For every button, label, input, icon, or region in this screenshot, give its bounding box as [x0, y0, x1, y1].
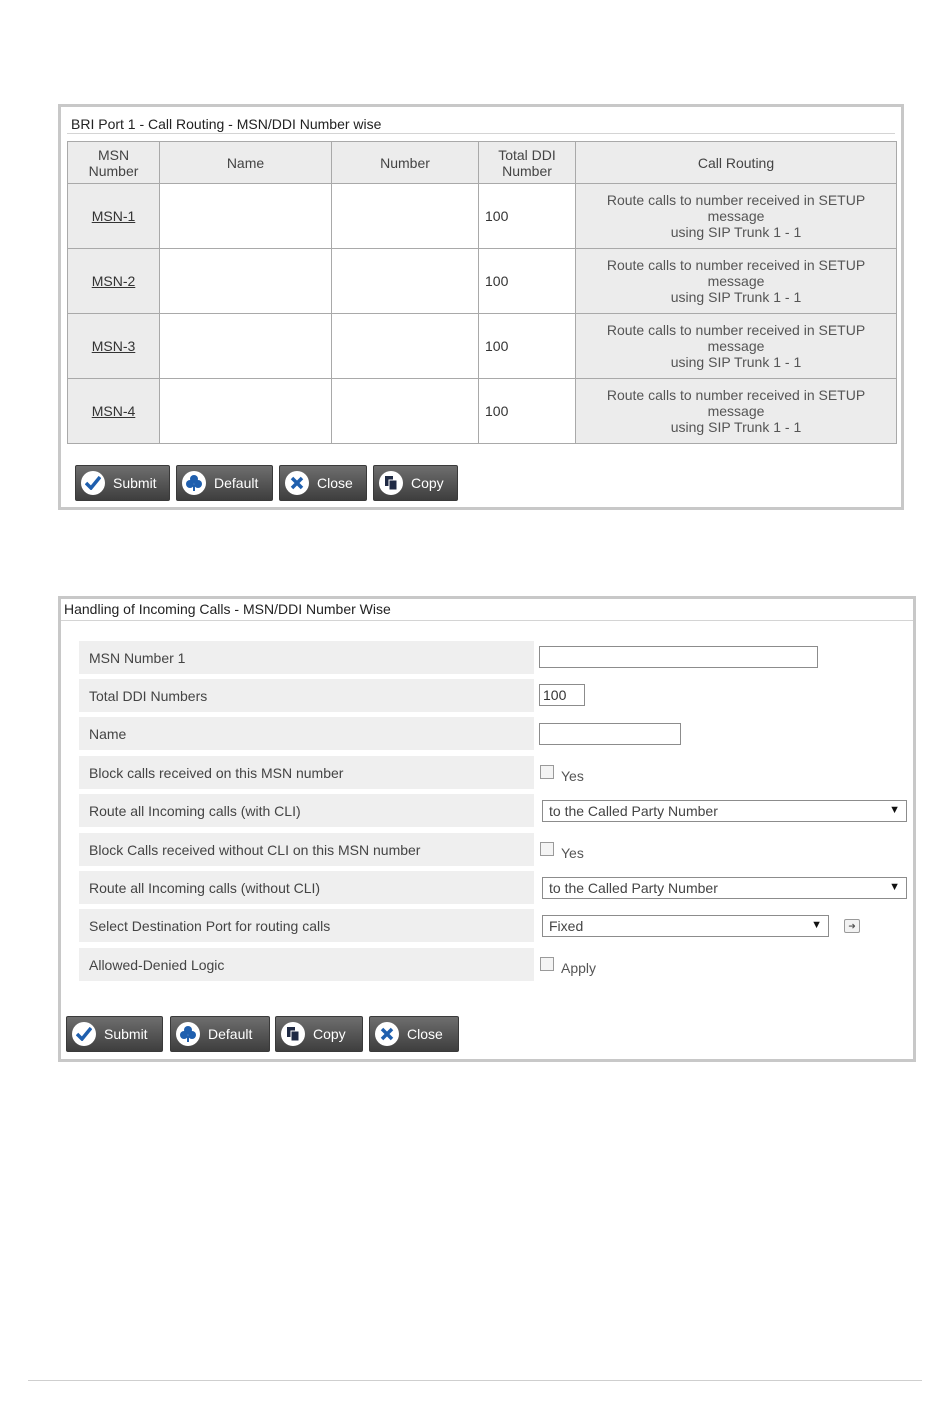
msn-link[interactable]: MSN-1 — [91, 208, 136, 224]
panel-title: BRI Port 1 - Call Routing - MSN/DDI Number wise — [71, 116, 382, 132]
block-without-cli-label: Block Calls received without CLI on this MSN number — [79, 833, 534, 866]
total-ddi-cell: 100 — [479, 379, 576, 444]
panel-title: Handling of Incoming Calls - MSN/DDI Number Wise — [64, 601, 391, 617]
triangle-down-icon: ▼ — [889, 881, 900, 893]
copy-button[interactable] — [373, 465, 458, 501]
table-row — [68, 184, 897, 249]
clover-icon — [176, 1022, 200, 1046]
copy-label: Copy — [411, 475, 444, 491]
msn-cell — [68, 314, 160, 379]
submit-button[interactable] — [66, 1016, 163, 1052]
routing-text-line2: using SIP Trunk 1 - 1 — [670, 354, 802, 370]
routing-text-line2: using SIP Trunk 1 - 1 — [670, 224, 802, 240]
total-ddi-cell: 100 — [479, 249, 576, 314]
default-button[interactable] — [176, 465, 273, 501]
default-label: Default — [208, 1026, 253, 1042]
name-cell — [160, 314, 332, 379]
name-cell — [160, 379, 332, 444]
copy-button[interactable] — [275, 1016, 363, 1052]
submit-label: Submit — [104, 1026, 148, 1042]
routing-text-line1: Route calls to number received in SETUP message — [606, 192, 866, 224]
routing-text-line2: using SIP Trunk 1 - 1 — [670, 419, 802, 435]
number-cell — [332, 379, 479, 444]
route-with-cli-select[interactable] — [542, 800, 907, 822]
allowed-denied-label: Allowed-Denied Logic — [79, 948, 534, 981]
copy-icon — [379, 471, 403, 495]
triangle-down-icon: ▼ — [889, 804, 900, 816]
routing-table — [67, 141, 897, 444]
routing-text-line1: Route calls to number received in SETUP message — [606, 322, 866, 354]
close-label: Close — [407, 1026, 443, 1042]
number-cell — [332, 314, 479, 379]
number-cell — [332, 184, 479, 249]
total-ddi-cell: 100 — [479, 314, 576, 379]
msn-cell — [68, 379, 160, 444]
total-ddi-label: Total DDI Numbers — [79, 679, 534, 712]
block-msn-option: Yes — [561, 768, 584, 784]
triangle-down-icon: ▼ — [811, 919, 822, 931]
checkmark-icon — [81, 471, 105, 495]
routing-text-line2: using SIP Trunk 1 - 1 — [670, 289, 802, 305]
number-cell — [332, 249, 479, 314]
name-label: Name — [79, 717, 534, 750]
table-header-row — [68, 142, 897, 184]
x-icon — [285, 471, 309, 495]
msn-cell — [68, 184, 160, 249]
route-without-cli-label: Route all Incoming calls (without CLI) — [79, 871, 534, 904]
msn-link[interactable]: MSN-2 — [91, 273, 136, 289]
name-cell — [160, 184, 332, 249]
header-total-ddi: Total DDI Number — [479, 142, 576, 184]
destination-port-select[interactable] — [542, 915, 829, 937]
block-msn-checkbox[interactable] — [540, 765, 554, 779]
block-without-cli-option: Yes — [561, 845, 584, 861]
call-routing-cell — [576, 379, 897, 444]
header-msn-number: MSN Number — [68, 142, 160, 184]
close-button[interactable] — [369, 1016, 459, 1052]
block-without-cli-checkbox[interactable] — [540, 842, 554, 856]
default-button[interactable] — [170, 1016, 270, 1052]
routing-text-line1: Route calls to number received in SETUP message — [606, 387, 866, 419]
incoming-calls-panel — [58, 596, 916, 1062]
title-divider — [67, 133, 895, 134]
allowed-denied-checkbox[interactable] — [540, 957, 554, 971]
copy-icon — [281, 1022, 305, 1046]
close-button[interactable] — [279, 465, 367, 501]
block-msn-label: Block calls received on this MSN number — [79, 756, 534, 789]
clover-icon — [182, 471, 206, 495]
msn-number-label: MSN Number 1 — [79, 641, 534, 674]
msn-number-input[interactable] — [539, 646, 818, 668]
footer-divider — [28, 1380, 922, 1381]
msn-link[interactable]: MSN-4 — [91, 403, 136, 419]
total-ddi-input[interactable] — [539, 684, 585, 706]
call-routing-cell — [576, 184, 897, 249]
call-routing-panel — [58, 104, 904, 510]
name-cell — [160, 249, 332, 314]
table-row — [68, 249, 897, 314]
header-call-routing: Call Routing — [576, 142, 897, 184]
table-row — [68, 314, 897, 379]
allowed-denied-option: Apply — [561, 960, 597, 976]
x-icon — [375, 1022, 399, 1046]
table-row — [68, 379, 897, 444]
default-label: Default — [214, 475, 259, 491]
arrow-right-icon[interactable]: ➜ — [844, 919, 860, 933]
call-routing-cell — [576, 249, 897, 314]
msn-cell — [68, 249, 160, 314]
total-ddi-cell: 100 — [479, 184, 576, 249]
destination-port-label: Select Destination Port for routing calls — [79, 909, 534, 942]
routing-text-line1: Route calls to number received in SETUP message — [606, 257, 866, 289]
name-input[interactable] — [539, 723, 681, 745]
route-with-cli-value: to the Called Party Number — [549, 803, 718, 819]
submit-button[interactable] — [75, 465, 170, 501]
route-with-cli-label: Route all Incoming calls (with CLI) — [79, 794, 534, 827]
header-number: Number — [332, 142, 479, 184]
route-without-cli-value: to the Called Party Number — [549, 880, 718, 896]
msn-link[interactable]: MSN-3 — [91, 338, 136, 354]
call-routing-cell — [576, 314, 897, 379]
close-label: Close — [317, 475, 353, 491]
submit-label: Submit — [113, 475, 157, 491]
header-name: Name — [160, 142, 332, 184]
copy-label: Copy — [313, 1026, 346, 1042]
title-divider — [61, 620, 913, 621]
route-without-cli-select[interactable] — [542, 877, 907, 899]
destination-port-value: Fixed — [549, 918, 584, 934]
checkmark-icon — [72, 1022, 96, 1046]
